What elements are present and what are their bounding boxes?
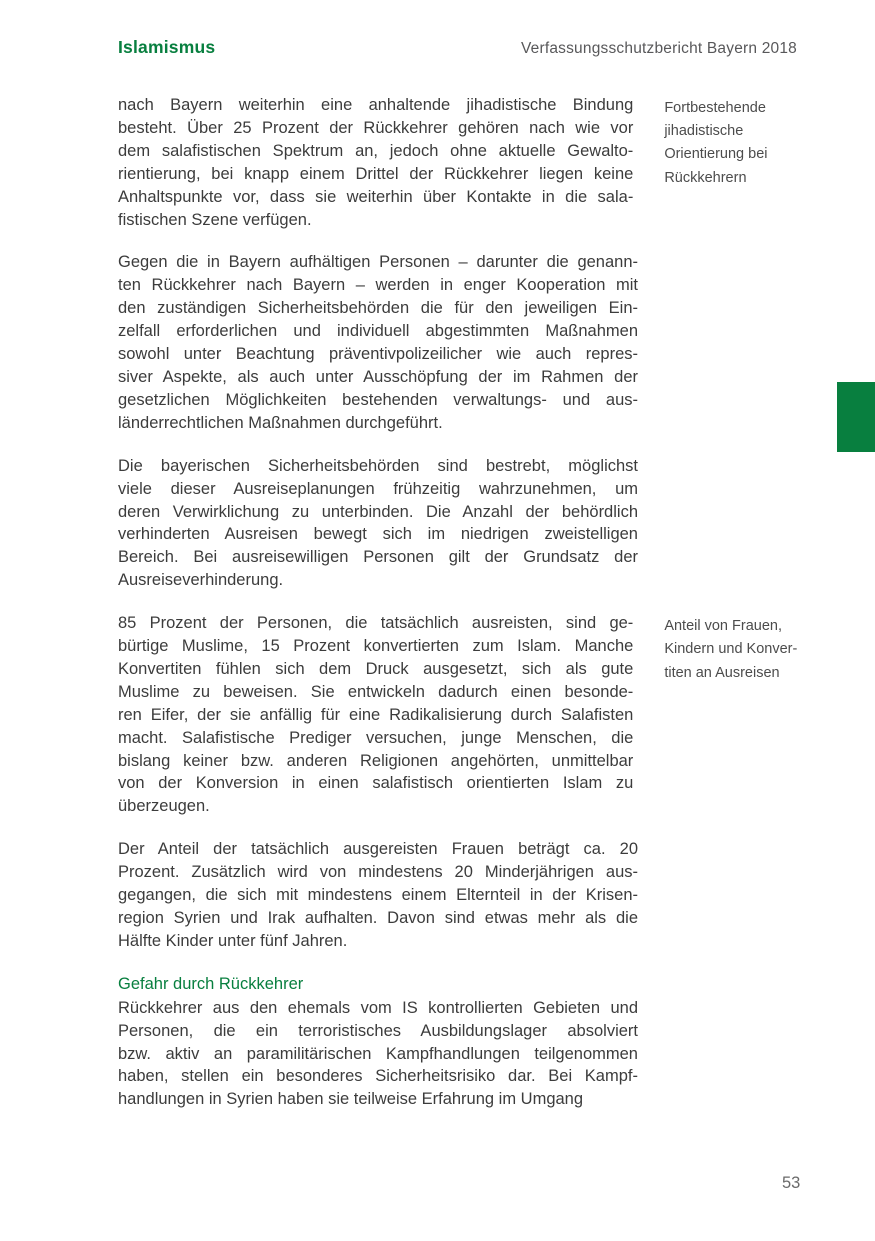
- section-title: Islamismus: [118, 37, 216, 57]
- paragraph-line: gesetzlichen Möglichkeiten bestehenden verwaltungs- und aus-: [118, 390, 638, 409]
- paragraph-line: Die bayerischen Sicherheitsbehörden sind bestrebt, möglichst: [118, 456, 638, 475]
- paragraph-line: Anhaltspunkte vor, dass sie weiterhin über Kontakte in die sala-: [118, 187, 634, 206]
- paragraph-row: [118, 94, 808, 251]
- margin-note-line: Orientierung bei: [664, 146, 768, 163]
- paragraph-line: siver Aspekte, als auch unter Ausschöpfung der im Rahmen der: [118, 367, 638, 386]
- paragraph-line: handlungen in Syrien haben sie teilweise Erfahrung im Umgang: [118, 1090, 584, 1109]
- margin-note: [664, 94, 808, 190]
- margin-note-line: Rückkehrern: [664, 169, 747, 186]
- margin-note-line: jihadistische: [664, 123, 744, 140]
- paragraph-line: bürtige Muslime, 15 Prozent konvertierten zum Islam. Manche: [118, 637, 634, 656]
- paragraph-row: [118, 455, 808, 612]
- paragraph-line: länderrechtlichen Maßnahmen durchgeführt.: [118, 413, 443, 432]
- body-paragraph: [118, 997, 638, 1112]
- paragraph-line: Rückkehrer aus den ehemals vom IS kontrollierten Gebieten und: [118, 998, 638, 1017]
- paragraph-line: 85 Prozent der Personen, die tatsächlich ausreisten, sind ge-: [118, 614, 634, 633]
- paragraph-line: dem salafistischen Spektrum an, jedoch ohne aktuelle Gewalto-: [118, 141, 634, 160]
- paragraph-line: besteht. Über 25 Prozent der Rückkehrer gehören nach wie vor: [118, 118, 634, 137]
- paragraph-line: Muslime zu beweisen. Sie entwickeln dadurch einen besonde-: [118, 682, 634, 701]
- paragraph-line: haben, stellen ein besonderes Sicherheitsrisiko dar. Bei Kampf-: [118, 1067, 638, 1086]
- paragraph-line: Personen, die ein terroristisches Ausbildungslager absolviert: [118, 1021, 638, 1040]
- paragraph-row: [118, 612, 808, 838]
- paragraph-line: zelfall erforderlichen und individuell abgestimmten Maßnahmen: [118, 322, 638, 341]
- body-paragraph: [118, 612, 633, 818]
- paragraph-row: [118, 997, 808, 1132]
- paragraph-line: den zuständigen Sicherheitsbehörden die für den jeweiligen Ein-: [118, 299, 638, 318]
- paragraph-line: Bereich. Bei ausreisewilligen Personen gilt der Grundsatz der: [118, 548, 638, 567]
- paragraph-line: Hälfte Kinder unter fünf Jahren.: [118, 931, 348, 950]
- paragraph-row: [118, 838, 808, 973]
- paragraph-line: macht. Salafistische Prediger versuchen, junge Menschen, die: [118, 728, 634, 747]
- paragraph-line: deren Verwirklichung zu unterbinden. Die Anzahl der behördlich: [118, 502, 638, 521]
- margin-note: [664, 612, 808, 685]
- paragraph-line: sowohl unter Beachtung präventivpolizeilicher wie auch repres-: [118, 345, 638, 364]
- margin-note-line: Kindern und Konver-: [664, 641, 798, 658]
- paragraph-line: von der Konversion in einen salafistisch orientierten Islam zu: [118, 774, 634, 793]
- page-header: [118, 37, 797, 58]
- body-paragraph: [118, 94, 633, 231]
- margin-note-line: titen an Ausreisen: [664, 664, 780, 681]
- chapter-side-tab: [837, 382, 875, 452]
- body-paragraph: [118, 455, 638, 592]
- paragraph-line: bzw. aktiv an paramilitärischen Kampfhandlungen teilgenommen: [118, 1044, 638, 1063]
- body-paragraph: [118, 251, 638, 434]
- body-paragraph: [118, 838, 638, 953]
- report-title: Verfassungsschutzbericht Bayern 2018: [520, 40, 797, 57]
- margin-note-line: Anteil von Frauen,: [664, 618, 782, 635]
- paragraph-line: überzeugen.: [118, 797, 210, 816]
- paragraph-row: [118, 251, 808, 454]
- margin-note-line: Fortbestehende: [664, 100, 766, 116]
- paragraph-line: Prozent. Zusätzlich wird von mindestens 20 Minderjährigen aus-: [118, 863, 638, 882]
- paragraph-line: region Syrien und Irak aufhalten. Davon sind etwas mehr als die: [118, 909, 638, 927]
- paragraph-line: ren Eifer, der sie anfällig für eine Radikalisierung durch Salafisten: [118, 705, 634, 724]
- paragraph-line: viele dieser Ausreiseplanungen frühzeitig wahrzunehmen, um: [118, 479, 638, 498]
- paragraph-line: Der Anteil der tatsächlich ausgereisten Frauen beträgt ca. 20: [118, 840, 638, 859]
- paragraph-line: Konvertiten fühlen sich dem Druck ausgesetzt, sich als gute: [118, 659, 634, 678]
- paragraph-line: nach Bayern weiterhin eine anhaltende jihadistische Bindung: [118, 96, 634, 114]
- paragraph-line: rientierung, bei knapp einem Drittel der Rückkehrer liegen keine: [118, 164, 634, 183]
- text-content: [118, 94, 808, 1131]
- paragraph-line: Ausreiseverhinderung.: [118, 571, 284, 590]
- paragraph-line: fistischen Szene verfügen.: [118, 210, 312, 229]
- paragraph-line: gegangen, die sich mit mindestens einem Elternteil in der Krisen-: [118, 886, 638, 905]
- paragraph-line: ten Rückkehrer nach Bayern – werden in enger Kooperation mit: [118, 276, 638, 295]
- paragraph-line: Gegen die in Bayern aufhältigen Personen – darunter die genann-: [118, 253, 638, 272]
- paragraph-line: verhinderten Ausreisen bewegt sich im niedrigen zweistelligen: [118, 525, 638, 544]
- page-number: 53: [782, 1174, 801, 1192]
- paragraph-line: bislang keiner bzw. anderen Religionen angehörten, unmittelbar: [118, 751, 634, 770]
- section-subheading: Gefahr durch Rückkehrer: [118, 974, 304, 993]
